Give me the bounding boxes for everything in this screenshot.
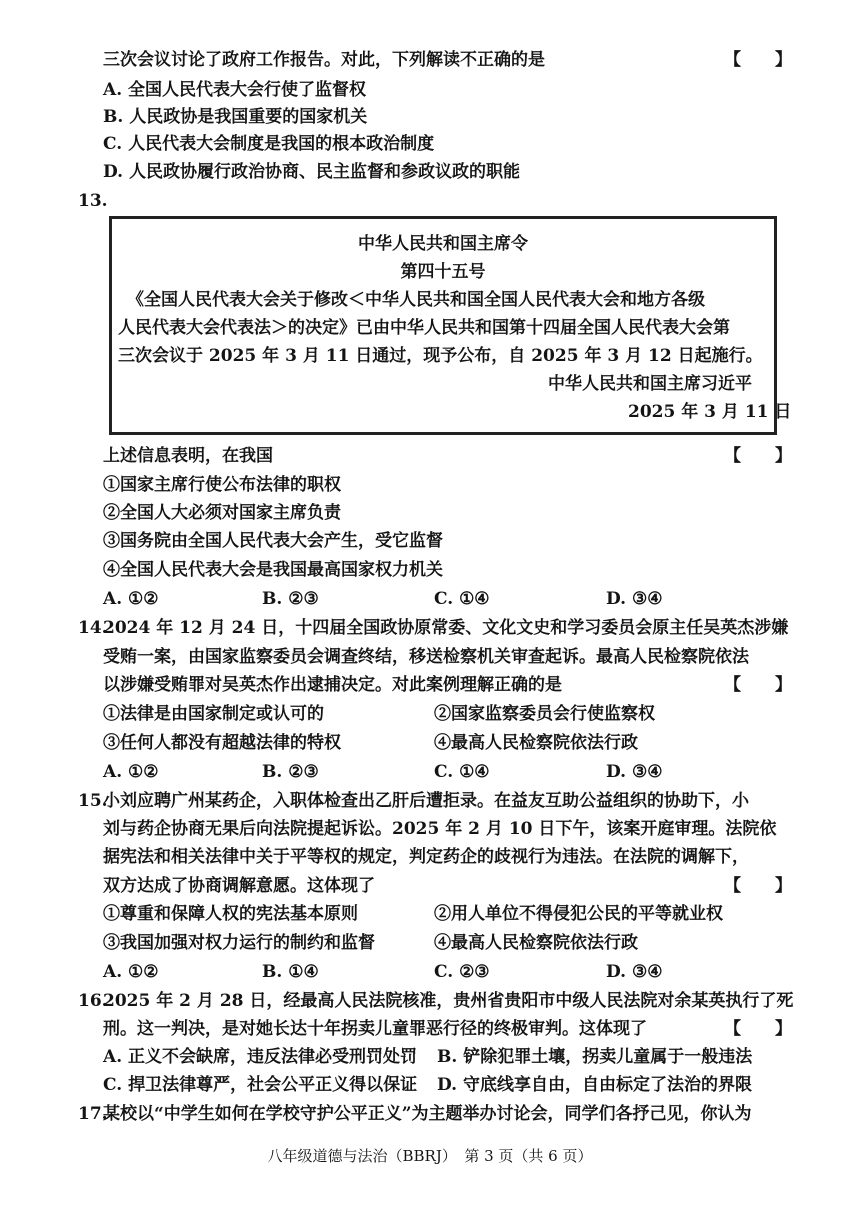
q15-stem-line-2: 刘与药企协商无果后向法院提起诉讼。2025 年 2 月 10 日下午，该案开庭审理。法院依 [103,819,777,839]
q14-stem-line-2: 受贿一案，由国家监察委员会调查终结，移送检察机关审查起诉。最高人民检察院依法 [103,647,749,667]
q15-item-1: ①尊重和保障人权的宪法基本原则 [103,904,358,924]
q14-choice-c: C. ①④ [434,762,490,782]
q12-stem: 三次会议讨论了政府工作报告。对此，下列解读不正确的是 [103,50,545,70]
q14-stem-line-1: 2024 年 12 月 24 日，十四届全国政协原常委、文化文史和学习委员会原主任吴英杰涉嫌 [103,618,789,638]
page-footer: 八年级道德与法治（BBRJ） 第 3 页（共 6 页） [267,1147,593,1165]
q13-number: 13. [78,191,108,211]
q15-item-2: ②用人单位不得侵犯公民的平等就业权 [434,904,723,924]
decree-body-line-1: 《全国人民代表大会关于修改＜中华人民共和国全国人民代表大会和地方各级 [127,290,705,310]
q15-item-4: ④最高人民检察院依法行政 [434,933,638,953]
q12-answer-bracket: 【 】 [724,50,792,70]
q13-choice-b: B. ②③ [262,589,319,609]
q14-choice-b: B. ②③ [262,762,319,782]
q13-item-2: ②全国人大必须对国家主席负责 [103,503,341,523]
decree-body-line-3: 三次会议于 2025 年 3 月 11 日通过，现予公布，自 2025 年 3 月 12 日起施行。 [118,346,763,366]
q13-stem: 上述信息表明，在我国 [103,446,273,466]
q14-number: 14. [78,618,108,638]
q14-item-4: ④最高人民检察院依法行政 [434,733,638,753]
q14-answer-bracket: 【 】 [724,675,792,695]
q15-item-3: ③我国加强对权力运行的制约和监督 [103,933,375,953]
q16-stem-line-1: 2025 年 2 月 28 日，经最高人民法院核准，贵州省贵阳市中级人民法院对余某英执行了死 [103,991,794,1011]
q15-choice-d: D. ③④ [606,962,663,982]
q13-answer-bracket: 【 】 [724,446,792,466]
q16-stem-line-2: 刑。这一判决，是对她长达十年拐卖儿童罪恶行径的终极审判。这体现了 [103,1019,647,1039]
q13-choice-a: A. ①② [103,589,159,609]
q16-option-d: D. 守底线享自由，自由标定了法治的界限 [437,1075,752,1095]
q15-stem-line-3: 据宪法和相关法律中关于平等权的规定，判定药企的歧视行为违法。在法院的调解下， [103,847,749,867]
q16-option-b: B. 铲除犯罪土壤，拐卖儿童属于一般违法 [437,1047,753,1067]
q17-stem-line-1: 某校以“中学生如何在学校守护公平正义”为主题举办讨论会，同学们各抒己见，你认为 [103,1104,752,1124]
q16-number: 16. [78,991,108,1011]
q17-number: 17. [78,1104,108,1124]
q12-option-d: D. 人民政协履行政治协商、民主监督和参政议政的职能 [103,162,520,182]
decree-number: 第四十五号 [400,262,486,282]
decree-signer: 中华人民共和国主席习近平 [548,374,752,394]
q15-answer-bracket: 【 】 [724,876,792,896]
q15-choice-b: B. ①④ [262,962,319,982]
decree-date: 2025 年 3 月 11 日 [628,402,792,422]
q16-answer-bracket: 【 】 [724,1019,792,1039]
q14-choice-a: A. ①② [103,762,159,782]
q13-choice-c: C. ①④ [434,589,490,609]
q13-choice-d: D. ③④ [606,589,663,609]
q12-option-b: B. 人民政协是我国重要的国家机关 [103,107,368,127]
q15-number: 15. [78,791,108,811]
q14-choice-d: D. ③④ [606,762,663,782]
q15-stem-line-1: 小刘应聘广州某药企，入职体检查出乙肝后遭拒录。在益友互助公益组织的协助下，小 [103,791,749,811]
q15-stem-line-4: 双方达成了协商调解意愿。这体现了 [103,876,375,896]
q15-choice-c: C. ②③ [434,962,490,982]
q14-item-3: ③任何人都没有超越法律的特权 [103,733,341,753]
decree-body-line-2: 人民代表大会代表法＞的决定》已由中华人民共和国第十四届全国人民代表大会第 [118,318,730,338]
q16-option-c: C. 捍卫法律尊严，社会公平正义得以保证 [103,1075,418,1095]
q15-choice-a: A. ①② [103,962,159,982]
q13-item-3: ③国务院由全国人民代表大会产生，受它监督 [103,531,443,551]
q14-item-1: ①法律是由国家制定或认可的 [103,704,324,724]
q12-option-c: C. 人民代表大会制度是我国的根本政治制度 [103,134,435,154]
q14-stem-line-3: 以涉嫌受贿罪对吴英杰作出逮捕决定。对此案例理解正确的是 [103,675,562,695]
q16-option-a: A. 正义不会缺席，违反法律必受刑罚处罚 [103,1047,418,1067]
q12-option-a: A. 全国人民代表大会行使了监督权 [103,80,367,100]
decree-title: 中华人民共和国主席令 [358,234,528,254]
q14-item-2: ②国家监察委员会行使监察权 [434,704,655,724]
q13-item-1: ①国家主席行使公布法律的职权 [103,475,341,495]
q13-item-4: ④全国人民代表大会是我国最高国家权力机关 [103,560,443,580]
